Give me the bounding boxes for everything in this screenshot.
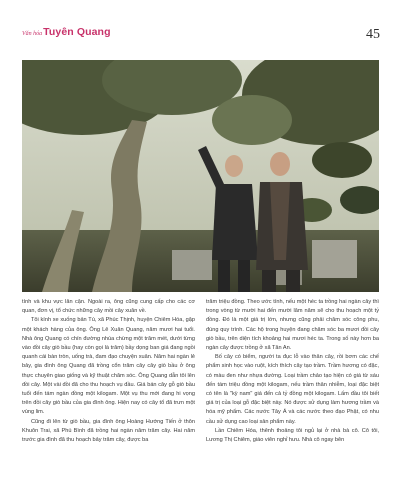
article-photo [22,60,379,292]
article-body [22,298,379,476]
paragraph: Tôi kính xe xuống bản Tú, xã Phúc Thịnh, huyện Chiêm Hóa, gặp một khách hàng của ông. Ông Lê Xuân Quang, năm mươi hai tuổi. Nhà ông Quang có chín đường nhúa chừng một trăm mét, dưới từng vào đồi cây giò bầu (hay còn gọi là trâm) bầy dọng ban giá đang ngồi quanh cái bàn tròn, uống trà, đam đạo chuyện xuân. Năm hai ngàn lẻ bảy, gia đình ông Quang đã trồng cổn trăm cây cây giò bầu ở ông thực chuyên giao giống và kỹ thuật chăm sóc. Ông Quang dẫn tôi lên đồi cây. Một vài đồi đã cho thu hoạch vụ đầu. Giá bán cây gỗ giò bầu tuổi đến tám ngàn đồng một kilogam. Một vụ thu mới đang hi vọng trên đồi cây giò bầu của gia đình ông. Hiện nay có cây tổ đã trưn một vùng lim. [22,317,195,416]
logo-main-text: Tuyên Quang [43,26,111,38]
page-number: 45 [366,27,380,42]
paragraph: Lần Chiêm Hóa, thênh thoảng tôi ngủ lại ở nhà bà cô. Cô tôi, Lương Thị Chiêm, giáo viên nghỉ hưu. Nhà cô ngay bên [206,427,379,444]
photograph-icon [22,60,379,292]
magazine-logo [22,26,111,38]
logo-small-text: Văn hóa [22,31,43,37]
article-column-right [206,298,379,476]
paragraph: trăm triệu đồng. Theo ước tính, nếu một héc ta trồng hai ngàn cây thì trong vòng từ mười hai đến mười lăm năm sẽ cho thu hoạch một tỷ đồng. Đó là một giá trị lớn, nhưng cũng phải chăm sóc công phu, đúng quy trình. Các hộ trong huyện đang chăm sóc ba mươi đồi cây giò bầu, trên diện tích khoảng hai mươi héc ta. Trong số này hơn ba ngàn cây được trồng ở xã Tân An. [206,299,379,352]
paragraph: tính và khu vực lân cận. Ngoài ra, ông cũng cung cấp cho các cơ quan, đơn vị, tổ chức những cây mồi cây xuân về. [22,299,195,315]
paragraph: Bố cây có biểm, người ta đục lỗ vào thân cây, rồi bơm các chế phẩm sinh học vào ruột, kích thích cây tạo trầm. Trầm hương có đặc, có màu đen như nhựa đường. Loại trầm chảo tạo hiện có giá từ sáu đến tám triệu đồng một kilogam, nếu trầm thân nhiễm, loại đặc biệt có tên là "kỳ nam" giá đến cả tỷ đồng một kilogam. Lấm đầu tôi biết giá trị của loại gỗ đặc biệt này. Nó được sử dụng làm hương trầm và hóa mỹ phẩm. Các nước Tây Á và các nước theo đạo Phật, có nhu cầu sử dụng cao loại sản phẩm này. [206,354,379,425]
page-header [0,0,402,60]
article-column-left [22,298,195,476]
paragraph: Cũng đi lên từ giò bầu, gia đình ông Hoàng Hướng Tiến ở thôn Khuôn Trai, xã Phú Bình đã trồng hai ngàn năm trăm cây. Hai năm trước gia đình đã thu hoạch bảy trăm cây, được ba [22,418,195,444]
